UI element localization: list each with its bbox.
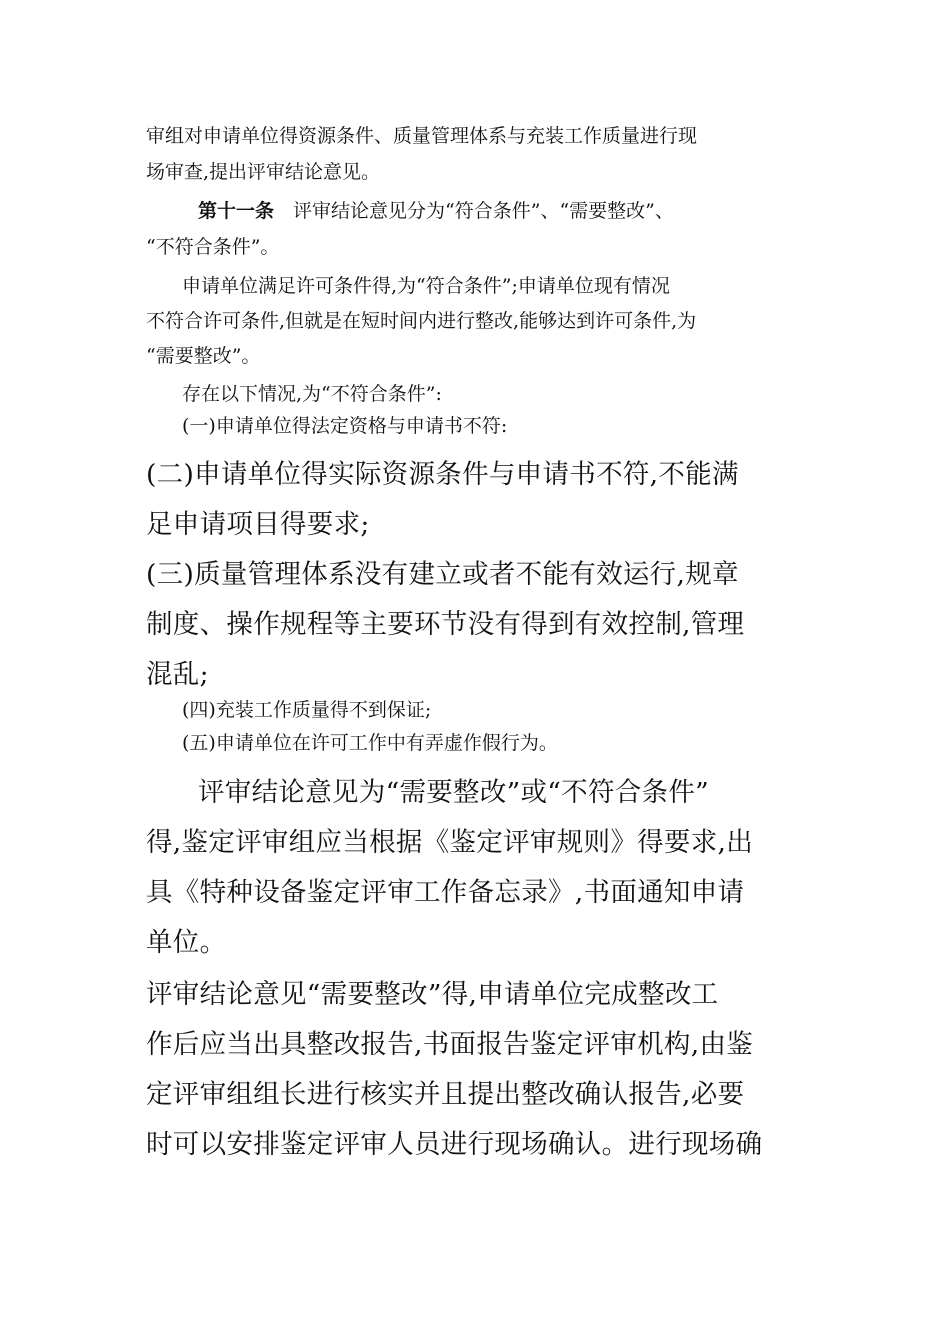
article-text: 评审结论意见分为“符合条件”、“需要整改”、 [274,200,674,222]
text-line: 时可以安排鉴定评审人员进行现场确认。进行现场确 [146,1129,763,1160]
text-line: 具《特种设备鉴定评审工作备忘录》,书面通知申请 [146,877,745,908]
text-line: 审组对申请单位得资源条件、质量管理体系与充装工作质量进行现 [146,125,698,147]
text-line: 定评审组组长进行核实并且提出整改确认报告,必要 [146,1079,745,1110]
text-line: 评审结论意见“需要整改”得,申请单位完成整改工 [146,979,719,1010]
text-line: 申请单位满足许可条件得,为“符合条件”;申请单位现有情况 [182,275,670,297]
text-line: 制度、操作规程等主要环节没有得到有效控制,管理 [146,609,745,640]
list-item: (一)申请单位得法定资格与申请书不符: [182,415,508,437]
list-item: (四)充装工作质量得不到保证; [182,699,432,721]
text-line: 评审结论意见为“需要整改”或“不符合条件” [198,777,709,808]
text-line: 混乱; [146,659,209,690]
list-item: (二)申请单位得实际资源条件与申请书不符,不能满 [146,459,739,490]
list-item: (五)申请单位在许可工作中有弄虚作假行为。 [182,732,558,754]
text-line: “需要整改”。 [146,345,261,367]
text-line: 不符合许可条件,但就是在短时间内进行整改,能够达到许可条件,为 [146,310,697,332]
article-11-line [146,195,810,227]
text-line: 足申请项目得要求; [146,509,370,540]
text-line: 作后应当出具整改报告,书面报告鉴定评审机构,由鉴 [146,1029,754,1060]
text-line: 得,鉴定评审组应当根据《鉴定评审规则》得要求,出 [146,827,754,858]
text-line: “不符合条件”。 [146,236,280,258]
text-line: 场审查,提出评审结论意见。 [146,161,381,183]
text-line: 存在以下情况,为“不符合条件”: [182,383,442,405]
text-line: 单位。 [146,927,227,958]
article-label: 第十一条 [198,200,275,222]
list-item: (三)质量管理体系没有建立或者不能有效运行,规章 [146,559,739,590]
